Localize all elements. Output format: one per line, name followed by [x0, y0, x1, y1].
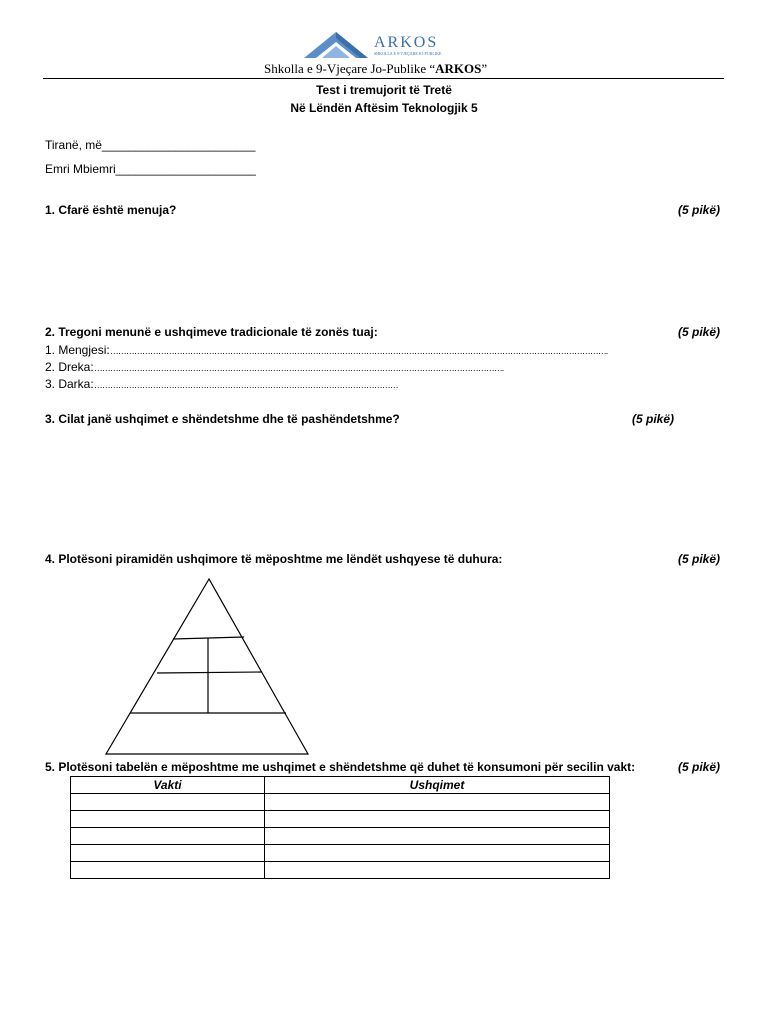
question-4: 4. Plotësoni piramidën ushqimore të mëposhtme me lëndët ushqyese të duhura:	[45, 552, 503, 566]
table-cell[interactable]	[265, 862, 610, 879]
meal-label: 3. Darka:	[45, 377, 94, 391]
meal-line-breakfast	[45, 343, 607, 357]
table-row	[71, 811, 610, 828]
logo-text: ARKOS	[374, 34, 439, 51]
meal-dots: …………………………………………………………………………………………………………………………………………………………………….	[109, 346, 608, 356]
meals-table	[70, 776, 610, 879]
pyramid-outline	[106, 579, 308, 754]
question-5-points: (5 pikë)	[678, 760, 721, 774]
column-header-ushqimet: Ushqimet	[265, 777, 610, 794]
meal-line-dinner	[45, 377, 398, 391]
meal-dots: ……………………………………………………………………………………………………	[93, 380, 398, 390]
header-rule	[43, 78, 724, 79]
subject-title: Në Lëndën Aftësim Teknologjik 5	[290, 101, 478, 115]
meal-dots: ……………………………………………………………………………………………………………………………………….	[93, 363, 504, 373]
table-cell[interactable]	[265, 794, 610, 811]
question-1: 1. Cfarë është menuja?	[45, 203, 177, 217]
food-pyramid	[100, 575, 316, 760]
school-name: ARKOS	[435, 61, 482, 76]
table-header-row	[71, 777, 610, 794]
table-row	[71, 845, 610, 862]
table-cell[interactable]	[265, 828, 610, 845]
test-title: Test i tremujorit të Tretë	[316, 83, 452, 97]
table-cell[interactable]	[71, 845, 265, 862]
logo-subtitle: SHKOLLA E 9-VJEÇARE JO-PUBLIKE	[374, 51, 442, 56]
column-header-vakti: Vakti	[71, 777, 265, 794]
table-cell[interactable]	[265, 811, 610, 828]
school-line	[264, 61, 487, 77]
table-cell[interactable]	[71, 794, 265, 811]
pyramid-level-2	[157, 672, 262, 673]
table-row	[71, 794, 610, 811]
question-1-points: (5 pikë)	[678, 203, 721, 217]
meal-label: 2. Dreka:	[45, 360, 94, 374]
question-2: 2. Tregoni menunë e ushqimeve tradicionale të zonës tuaj:	[45, 325, 378, 339]
table-cell[interactable]	[265, 845, 610, 862]
place-date-field[interactable]: Tiranë, më_______________________	[45, 138, 256, 152]
table-cell[interactable]	[71, 862, 265, 879]
question-2-points: (5 pikë)	[678, 325, 721, 339]
table-row	[71, 862, 610, 879]
table-cell[interactable]	[71, 828, 265, 845]
question-5: 5. Plotësoni tabelën e mëposhtme me ushqimet e shëndetshme që duhet të konsumoni për secilin vakt:	[45, 760, 636, 774]
question-3: 3. Cilat janë ushqimet e shëndetshme dhe të pashëndetshme?	[45, 412, 400, 426]
question-4-points: (5 pikë)	[678, 552, 721, 566]
table-row	[71, 828, 610, 845]
name-field[interactable]: Emri Mbiemri_____________________	[45, 162, 256, 176]
table-cell[interactable]	[71, 811, 265, 828]
school-prefix: Shkolla e 9-Vjeçare Jo-Publike “	[264, 61, 436, 76]
meal-label: 1. Mengjesi:	[45, 343, 110, 357]
meal-line-lunch	[45, 360, 503, 374]
school-suffix: ”	[481, 61, 488, 76]
question-3-points: (5 pikë)	[632, 412, 675, 426]
